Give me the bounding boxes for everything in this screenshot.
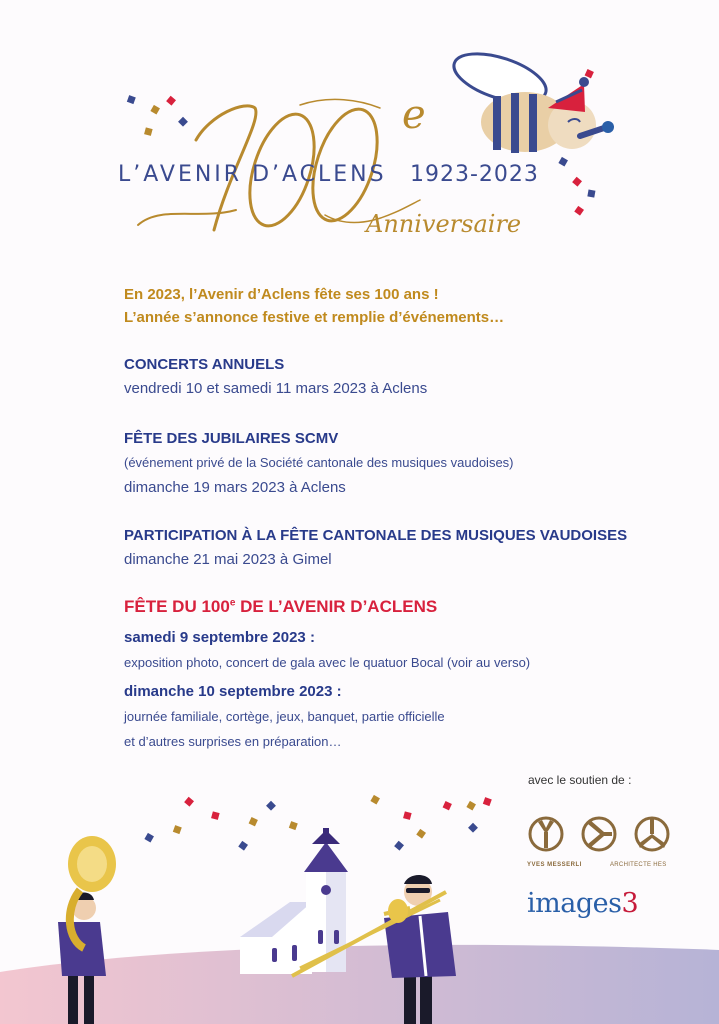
- day2-desc-2: et d’autres surprises en préparation…: [124, 734, 342, 749]
- bee-mascot-icon: [448, 44, 614, 153]
- section-date-cantonale: dimanche 21 mai 2023 à Gimel: [124, 551, 332, 568]
- intro-line-2: L’année s’annonce festive et remplie d’événements…: [124, 309, 505, 326]
- day1-desc: exposition photo, concert de gala avec le quatuor Bocal (voir au verso): [124, 655, 531, 670]
- section-date-concerts: vendredi 10 et samedi 11 mars 2023 à Aclens: [124, 380, 428, 397]
- logo-artwork: [0, 0, 719, 260]
- sponsor-label: avec le soutien de :: [528, 773, 632, 787]
- anniversary-label: Anniversaire: [366, 210, 522, 238]
- day2-label: dimanche 10 septembre 2023 :: [124, 683, 342, 700]
- section-title-jubilaires: FÊTE DES JUBILAIRES SCMV: [124, 430, 339, 447]
- anniversary-years: 1923-2023: [410, 162, 539, 187]
- fete-title: [124, 597, 437, 617]
- day1-label: samedi 9 septembre 2023 :: [124, 629, 315, 646]
- section-date-jubilaires: dimanche 19 mars 2023 à Aclens: [124, 479, 346, 496]
- section-note-jubilaires: (événement privé de la Société cantonale des musiques vaudoises): [124, 455, 514, 470]
- section-title-concerts: CONCERTS ANNUELS: [124, 356, 285, 373]
- fete-title-post: DE L’AVENIR D’ACLENS: [235, 597, 438, 616]
- association-name: L’AVENIR D’ACLENS: [118, 162, 387, 187]
- images3-num: 3: [621, 888, 639, 919]
- fete-title-pre: FÊTE DU 100: [124, 597, 230, 616]
- hill-shape: [0, 945, 719, 1024]
- images3-main: images: [527, 888, 622, 919]
- bottom-illustration: [0, 780, 719, 1024]
- ordinal-e: e: [402, 92, 426, 138]
- fete-title-sup: e: [229, 597, 236, 609]
- sponsor1-sub: ARCHITECTE HES: [610, 862, 667, 868]
- intro-line-1: En 2023, l’Avenir d’Aclens fête ses 100 ans !: [124, 286, 439, 303]
- day2-desc-1: journée familiale, cortège, jeux, banquet, partie officielle: [124, 709, 445, 724]
- sponsor1-name: YVES MESSERLI: [527, 862, 582, 868]
- section-title-cantonale: PARTICIPATION À LA FÊTE CANTONALE DES MUSIQUES VAUDOISES: [124, 527, 628, 544]
- intro-block: [124, 283, 644, 329]
